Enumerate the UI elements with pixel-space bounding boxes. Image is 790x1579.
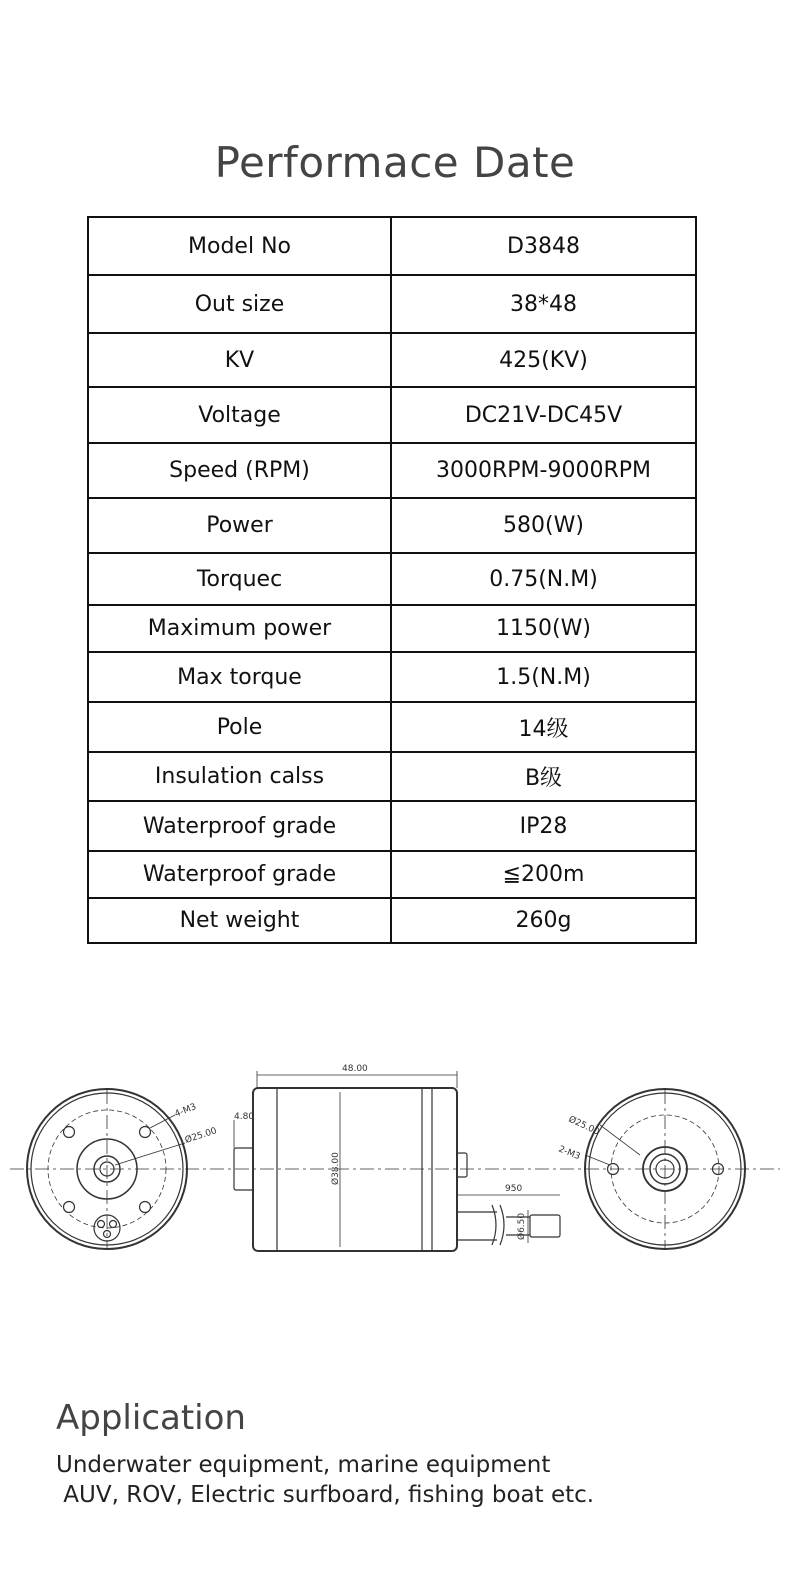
table-row — [88, 275, 696, 333]
spec-label: KV — [88, 333, 391, 387]
spec-label: Speed (RPM) — [88, 443, 391, 498]
spec-value: 14级 — [391, 702, 696, 752]
table-row — [88, 652, 696, 702]
spec-label: Model No — [88, 217, 391, 275]
table-row — [88, 898, 696, 943]
table-row — [88, 498, 696, 553]
dim-shaft: 4.80 — [234, 1112, 255, 1122]
dim-front-pcd: Ø25.00 — [183, 1126, 219, 1146]
table-row — [88, 553, 696, 605]
spec-value: 38*48 — [391, 275, 696, 333]
spec-label: Net weight — [88, 898, 391, 943]
side-view — [234, 1071, 560, 1251]
page-title: Performace Date — [214, 138, 576, 187]
table-row — [88, 702, 696, 752]
table-row — [88, 752, 696, 801]
spec-value: D3848 — [391, 217, 696, 275]
dim-rear-pcd: Ø25.00 — [566, 1114, 601, 1138]
spec-label: Voltage — [88, 387, 391, 443]
dim-rear-holes: 2-M3 — [556, 1144, 582, 1163]
spec-value: DC21V-DC45V — [391, 387, 696, 443]
dim-front-holes: 4-M3 — [173, 1102, 198, 1120]
dim-cable-diameter: Ø6.50 — [517, 1212, 527, 1240]
spec-label: Waterproof grade — [88, 801, 391, 851]
spec-value: 1150(W) — [391, 605, 696, 652]
spec-label: Out size — [88, 275, 391, 333]
spec-label: Insulation calss — [88, 752, 391, 801]
spec-label: Waterproof grade — [88, 851, 391, 898]
table-row — [88, 217, 696, 275]
motor-technical-drawing — [0, 1055, 790, 1265]
rear-view — [585, 1089, 745, 1250]
application-line-2: AUV, ROV, Electric surfboard, fishing boat etc. — [56, 1482, 595, 1508]
spec-value: 0.75(N.M) — [391, 553, 696, 605]
spec-value: 260g — [391, 898, 696, 943]
spec-label: Pole — [88, 702, 391, 752]
spec-value: B级 — [391, 752, 696, 801]
spec-table — [87, 216, 697, 944]
dim-diameter: Ø38.00 — [331, 1152, 341, 1185]
spec-value: ≦200m — [391, 851, 696, 898]
spec-value: 425(KV) — [391, 333, 696, 387]
table-row — [88, 851, 696, 898]
spec-label: Max torque — [88, 652, 391, 702]
table-row — [88, 443, 696, 498]
front-view — [27, 1089, 187, 1250]
spec-label: Power — [88, 498, 391, 553]
spec-value: 580(W) — [391, 498, 696, 553]
spec-label: Maximum power — [88, 605, 391, 652]
spec-value: 1.5(N.M) — [391, 652, 696, 702]
spec-value: IP28 — [391, 801, 696, 851]
table-row — [88, 801, 696, 851]
application-line-1: Underwater equipment, marine equipment — [56, 1452, 551, 1478]
spec-label: Torquec — [88, 553, 391, 605]
table-row — [88, 605, 696, 652]
table-row — [88, 387, 696, 443]
table-row — [88, 333, 696, 387]
application-heading: Application — [56, 1398, 246, 1438]
spec-value: 3000RPM-9000RPM — [391, 443, 696, 498]
dim-length: 48.00 — [342, 1064, 368, 1074]
dim-cable-length: 950 — [505, 1184, 523, 1194]
